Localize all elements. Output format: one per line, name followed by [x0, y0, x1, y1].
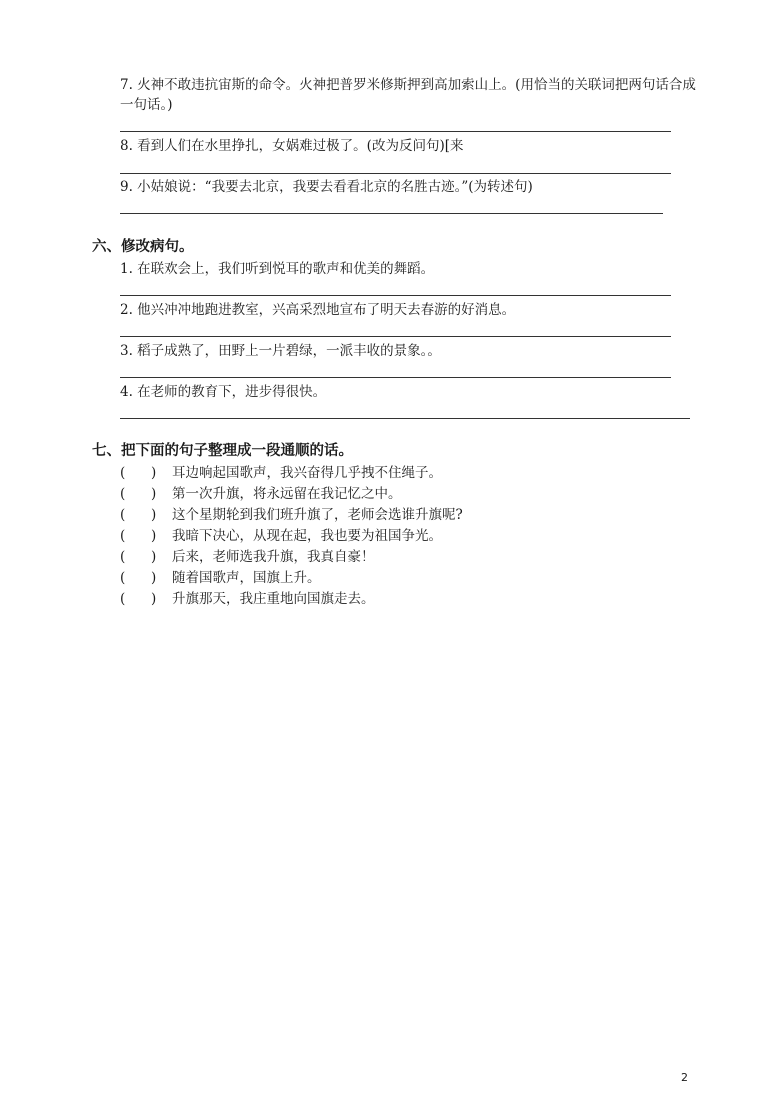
order-blank-2[interactable]: ( ) — [120, 486, 157, 502]
order-item-3 — [120, 505, 463, 525]
order-text-4: 我暗下决心，从现在起，我也要为祖国争光。 — [172, 528, 442, 544]
section-6-item-3: 3. 稻子成熟了，田野上一片碧绿，一派丰收的景象。。 — [120, 343, 441, 359]
section-6-item-1: 1. 在联欢会上，我们听到悦耳的歌声和优美的舞蹈。 — [120, 261, 435, 277]
order-text-7: 升旗那天，我庄重地向国旗走去。 — [172, 591, 375, 607]
order-blank-5[interactable]: ( ) — [120, 549, 157, 565]
answer-line-6-4[interactable] — [120, 418, 690, 419]
answer-line-6-2[interactable] — [120, 336, 671, 337]
order-blank-6[interactable]: ( ) — [120, 570, 157, 586]
order-text-2: 第一次升旗，将永远留在我记忆之中。 — [172, 486, 402, 502]
question-7: 7. 火神不敢违抗宙斯的命令。火神把普罗米修斯押到高加索山上。(用恰当的关联词把两句话合成一句话。) — [120, 77, 696, 113]
order-blank-7[interactable]: ( ) — [120, 591, 157, 607]
question-8: 8. 看到人们在水里挣扎，女娲难过极了。(改为反问句)[来 — [120, 138, 464, 154]
answer-line-6-3[interactable] — [120, 377, 671, 378]
order-item-4 — [120, 526, 442, 546]
order-text-1: 耳边响起国歌声，我兴奋得几乎拽不住绳子。 — [172, 465, 442, 481]
answer-line-q7[interactable] — [120, 131, 671, 132]
order-item-1 — [120, 463, 442, 483]
answer-line-q9[interactable] — [120, 213, 663, 214]
order-text-5: 后来，老师选我升旗，我真自豪！ — [172, 549, 375, 565]
page-number: 2 — [681, 1071, 688, 1084]
answer-line-q8[interactable] — [120, 173, 671, 174]
question-9: 9. 小姑娘说：“我要去北京，我要去看看北京的名胜古迹。”(为转述句) — [120, 179, 533, 195]
order-blank-1[interactable]: ( ) — [120, 465, 157, 481]
section-7-title: 七、把下面的句子整理成一段通顺的话。 — [92, 443, 353, 459]
answer-line-6-1[interactable] — [120, 295, 671, 296]
order-item-7 — [120, 589, 375, 609]
order-blank-3[interactable]: ( ) — [120, 507, 157, 523]
order-blank-4[interactable]: ( ) — [120, 528, 157, 544]
order-item-5 — [120, 547, 375, 567]
order-item-6 — [120, 568, 321, 588]
order-text-3: 这个星期轮到我们班升旗了，老师会选谁升旗呢? — [172, 507, 463, 523]
order-text-6: 随着国歌声，国旗上升。 — [172, 570, 321, 586]
order-item-2 — [120, 484, 402, 504]
section-6-item-4: 4. 在老师的教育下，进步得很快。 — [120, 384, 327, 400]
section-6-title: 六、修改病句。 — [92, 239, 194, 255]
section-6-item-2: 2. 他兴冲冲地跑进教室，兴高采烈地宣布了明天去春游的好消息。 — [120, 302, 516, 318]
